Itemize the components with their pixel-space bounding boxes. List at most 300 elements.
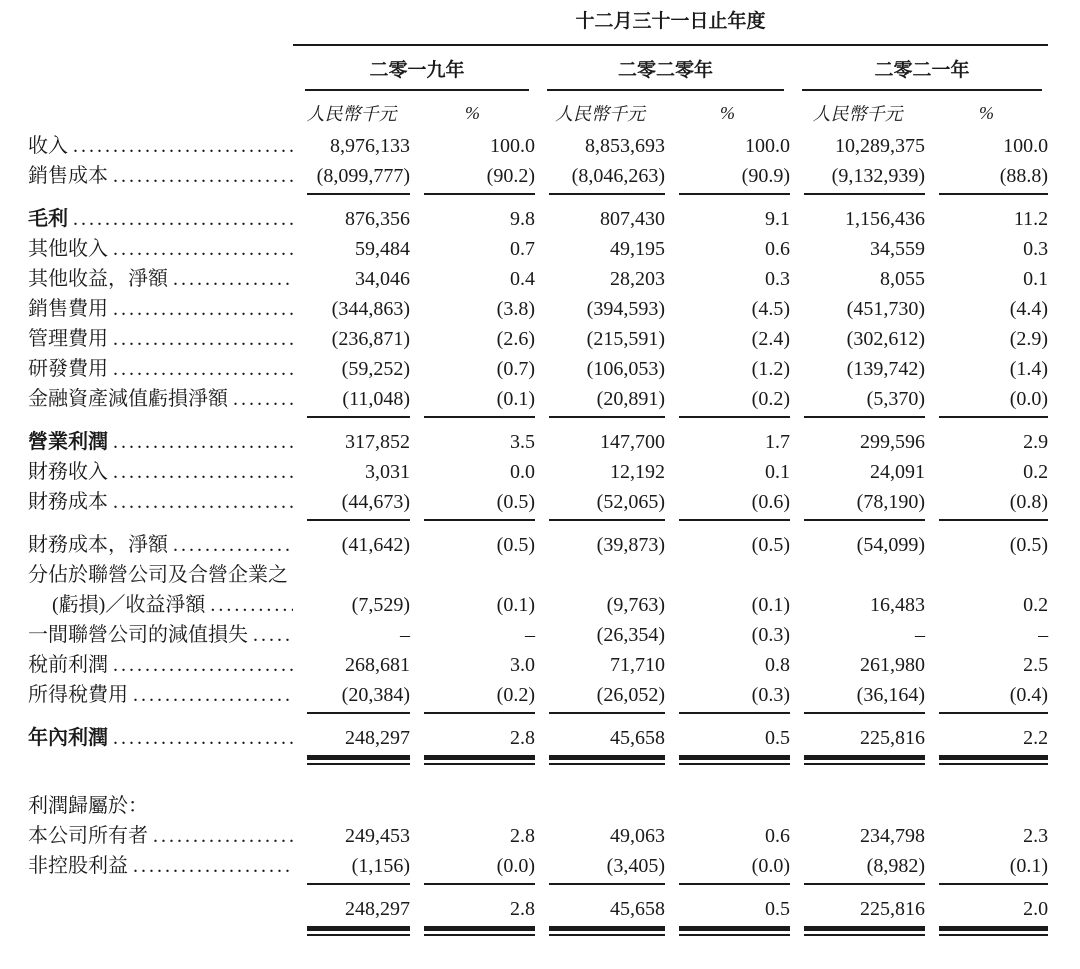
- percent-2019: (90.2): [486, 165, 535, 187]
- table-row: [28, 791, 1048, 821]
- amount-2019: 876,356: [345, 208, 410, 230]
- row-label: 所得稅費用: [28, 684, 128, 706]
- percent-2019: 2.8: [510, 727, 535, 749]
- row-label: 非控股利益: [28, 855, 128, 877]
- separator-rule: [939, 519, 1048, 521]
- percent-2019: [410, 560, 535, 590]
- table-row: [28, 294, 1048, 324]
- amount-2020: (3,405): [606, 855, 665, 877]
- rule-spacer: [28, 517, 293, 530]
- amount-2021: 34,559: [870, 238, 925, 260]
- row-label: 年內利潤: [28, 727, 108, 749]
- header-spacer: [28, 91, 293, 131]
- percent-2020: [665, 791, 790, 821]
- row-label: 研發費用: [28, 358, 108, 380]
- amount-2019: 317,852: [345, 431, 410, 453]
- separator-rule-row: [28, 753, 1048, 791]
- amount-2020: 45,658: [610, 727, 665, 749]
- row-label: 管理費用: [28, 328, 108, 350]
- table-row: [28, 131, 1048, 161]
- row-label-cell: [28, 427, 293, 457]
- percent-2020: 0.5: [765, 727, 790, 749]
- percent-2021: (88.8): [999, 165, 1049, 187]
- subheader-row: [28, 91, 1048, 131]
- separator-rule: [549, 712, 665, 714]
- table-row: [28, 457, 1048, 487]
- row-label-cell: [28, 354, 293, 384]
- percent-2019: (3.8): [496, 298, 535, 320]
- rule-spacer: [28, 414, 293, 427]
- row-label: 利潤歸屬於：: [28, 795, 148, 817]
- percent-2021: 2.3: [1023, 825, 1049, 847]
- amount-2021: 10,289,375: [835, 135, 925, 157]
- row-label-cell: [28, 851, 293, 881]
- amount-2019: (20,384): [341, 684, 410, 706]
- amount-2020: 49,063: [610, 825, 665, 847]
- percent-2020: (2.4): [751, 328, 790, 350]
- dot-leader: [173, 267, 293, 291]
- amount-2019: 249,453: [345, 825, 410, 847]
- amount-2019: (8,099,777): [316, 165, 410, 187]
- percent-2019: (0.5): [496, 491, 535, 513]
- separator-rule: [679, 883, 790, 885]
- amount-2021: 225,816: [860, 898, 925, 920]
- amount-2021: 234,798: [860, 825, 925, 847]
- percent-2020: 1.7: [765, 431, 790, 453]
- amount-2019: (11,048): [342, 388, 410, 410]
- year-header-2019: 二零一九年: [305, 46, 529, 91]
- table-row: [28, 427, 1048, 457]
- percent-2020: 0.6: [765, 238, 790, 260]
- percent-2020: 0.3: [765, 268, 790, 290]
- percent-2021: 0.2: [1023, 594, 1049, 616]
- table-row: [28, 590, 1048, 620]
- percent-header-2019: %: [465, 102, 480, 123]
- amount-2020: (215,591): [586, 328, 665, 350]
- period-title: 十二月三十一日止年度: [293, 0, 1048, 45]
- rule-spacer: [28, 753, 293, 791]
- amount-2021: 299,596: [860, 431, 925, 453]
- percent-2021: 2.2: [1023, 727, 1049, 749]
- row-label-cell: [28, 294, 293, 324]
- percent-2020: (0.3): [751, 684, 790, 706]
- percent-2019: 3.5: [510, 431, 535, 453]
- percent-2019: (2.6): [496, 328, 535, 350]
- separator-rule: [804, 519, 925, 521]
- year-header-2021-cell: [790, 45, 1048, 91]
- percent-2019: (0.7): [496, 358, 535, 380]
- separator-rule: [804, 883, 925, 885]
- row-label: 稅前利潤: [28, 654, 108, 676]
- percent-2021: [925, 560, 1048, 590]
- amount-2019: –: [400, 624, 410, 646]
- percent-2021: 0.3: [1023, 238, 1049, 260]
- amount-2019: (1,156): [351, 855, 410, 877]
- separator-rule: [307, 193, 410, 195]
- separator-rule-row: [28, 710, 1048, 723]
- row-label-cell: [28, 723, 293, 753]
- amount-2020: (394,593): [586, 298, 665, 320]
- row-label-cell: [28, 894, 293, 924]
- dot-leader: [113, 460, 293, 484]
- row-label: (虧損)／收益淨額: [52, 594, 206, 616]
- dot-leader: [113, 430, 293, 454]
- amount-2021: (78,190): [856, 491, 925, 513]
- row-label-cell: [28, 487, 293, 517]
- table-row: [28, 530, 1048, 560]
- amount-2020: 807,430: [600, 208, 665, 230]
- separator-rule: [679, 416, 790, 418]
- amount-2020: (8,046,263): [571, 165, 665, 187]
- percent-2021: (0.8): [1009, 491, 1049, 513]
- income-statement-table: [28, 0, 1048, 945]
- amount-2021: 261,980: [860, 654, 925, 676]
- row-label-cell: [28, 650, 293, 680]
- percent-2021: (1.4): [1009, 358, 1049, 380]
- separator-rule: [549, 755, 665, 765]
- percent-2019: 3.0: [510, 654, 535, 676]
- separator-rule: [307, 755, 410, 765]
- percent-2021: (0.0): [1009, 388, 1049, 410]
- separator-rule: [549, 883, 665, 885]
- separator-rule-row: [28, 414, 1048, 427]
- separator-rule: [424, 416, 535, 418]
- separator-rule: [424, 519, 535, 521]
- amount-2021: 16,483: [870, 594, 925, 616]
- header-spacer: [28, 45, 293, 91]
- row-label: 分佔於聯營公司及合營企業之: [28, 564, 288, 586]
- year-header-2019-cell: [293, 45, 535, 91]
- row-label: 銷售成本: [28, 165, 108, 187]
- separator-rule-row: [28, 881, 1048, 894]
- amount-2020: (9,763): [606, 594, 665, 616]
- rule-spacer: [28, 710, 293, 723]
- percent-2021: 0.1: [1023, 268, 1049, 290]
- percent-2021: (2.9): [1009, 328, 1049, 350]
- separator-rule: [679, 519, 790, 521]
- separator-rule: [939, 755, 1048, 765]
- percent-header-2020: %: [720, 102, 735, 123]
- percent-2019: [410, 791, 535, 821]
- percent-2021: –: [1038, 624, 1049, 646]
- table-row: [28, 264, 1048, 294]
- dot-leader: [113, 726, 293, 750]
- amount-2019: (59,252): [341, 358, 410, 380]
- amount-2020: (26,052): [596, 684, 665, 706]
- amount-2020: [535, 560, 665, 590]
- percent-2020: (4.5): [751, 298, 790, 320]
- table-header: [28, 0, 1048, 131]
- table-row: [28, 894, 1048, 924]
- separator-rule: [804, 712, 925, 714]
- amount-2021: [790, 791, 925, 821]
- dot-leader: [113, 297, 293, 321]
- amount-2019: 34,046: [355, 268, 410, 290]
- percent-2020: (1.2): [751, 358, 790, 380]
- percent-2019: (0.2): [496, 684, 535, 706]
- separator-rule-row: [28, 517, 1048, 530]
- dot-leader: [133, 683, 293, 707]
- amount-2021: 1,156,436: [845, 208, 925, 230]
- amount-2020: 49,195: [610, 238, 665, 260]
- separator-rule: [307, 926, 410, 936]
- percent-2020: (0.1): [751, 594, 790, 616]
- rule-spacer: [28, 881, 293, 894]
- dot-leader: [233, 387, 293, 411]
- amount-2019: 59,484: [355, 238, 410, 260]
- amount-2021: (9,132,939): [831, 165, 925, 187]
- amount-2020: 147,700: [600, 431, 665, 453]
- percent-2020: (0.6): [751, 491, 790, 513]
- amount-2020: (39,873): [596, 534, 665, 556]
- separator-rule: [424, 926, 535, 936]
- percent-2020: (0.2): [751, 388, 790, 410]
- year-headers-row: [28, 45, 1048, 91]
- dot-leader: [133, 854, 293, 878]
- row-label: 其他收入: [28, 238, 108, 260]
- separator-rule: [549, 193, 665, 195]
- period-title-row: [28, 0, 1048, 45]
- amount-2021: 225,816: [860, 727, 925, 749]
- separator-rule: [939, 926, 1048, 936]
- percent-2019: (0.1): [496, 388, 535, 410]
- amount-2019: 8,976,133: [330, 135, 410, 157]
- separator-rule: [939, 416, 1048, 418]
- row-label: 銷售費用: [28, 298, 108, 320]
- row-label-cell: [28, 264, 293, 294]
- percent-2020: 0.5: [765, 898, 790, 920]
- row-label: 財務成本: [28, 491, 108, 513]
- table-row: [28, 384, 1048, 414]
- separator-rule: [679, 712, 790, 714]
- table-row: [28, 650, 1048, 680]
- separator-rule: [679, 926, 790, 936]
- dot-leader: [73, 134, 293, 158]
- amount-2019: [293, 791, 410, 821]
- percent-2019: 2.8: [510, 898, 535, 920]
- amount-2020: 8,853,693: [585, 135, 665, 157]
- separator-rule: [804, 193, 925, 195]
- row-label-cell: [28, 620, 293, 650]
- row-label: 收入: [28, 135, 68, 157]
- separator-rule: [307, 883, 410, 885]
- percent-2020: 0.8: [765, 654, 790, 676]
- percent-2021: (0.4): [1009, 684, 1049, 706]
- dot-leader: [113, 490, 293, 514]
- year-header-2021: 二零二一年: [802, 46, 1042, 91]
- amount-2019: (236,871): [331, 328, 410, 350]
- percent-2021: 2.9: [1023, 431, 1049, 453]
- percent-2021: 2.5: [1023, 654, 1049, 676]
- percent-2019: (0.0): [496, 855, 535, 877]
- separator-rule: [424, 755, 535, 765]
- amount-2021: 24,091: [870, 461, 925, 483]
- row-label-cell: [28, 560, 293, 590]
- row-label: 一間聯營公司的減值損失: [28, 624, 248, 646]
- percent-2019: 2.8: [510, 825, 535, 847]
- amount-2020: 28,203: [610, 268, 665, 290]
- unit-header-2020: 人民幣千元: [555, 104, 645, 124]
- percent-2019: 0.0: [510, 461, 535, 483]
- row-label-cell: [28, 324, 293, 354]
- percent-2019: 9.8: [510, 208, 535, 230]
- amount-2019: (7,529): [351, 594, 410, 616]
- separator-rule: [424, 883, 535, 885]
- percent-2020: (0.5): [751, 534, 790, 556]
- percent-2020: (0.3): [751, 624, 790, 646]
- row-label: 財務收入: [28, 461, 108, 483]
- table-row: [28, 680, 1048, 710]
- amount-2020: [535, 791, 665, 821]
- percent-2020: 100.0: [745, 135, 790, 157]
- row-label: 營業利潤: [28, 431, 108, 453]
- unit-header-2021: 人民幣千元: [812, 104, 903, 124]
- row-label-cell: [28, 161, 293, 191]
- row-label: 本公司所有者: [28, 825, 148, 847]
- amount-2019: (41,642): [341, 534, 410, 556]
- row-label-cell: [28, 791, 293, 821]
- percent-2021: 100.0: [1003, 135, 1049, 157]
- amount-2021: (36,164): [856, 684, 925, 706]
- table-row: [28, 821, 1048, 851]
- percent-2021: (4.4): [1009, 298, 1049, 320]
- percent-2019: 0.4: [510, 268, 535, 290]
- amount-2020: 12,192: [610, 461, 665, 483]
- amount-2021: (139,742): [846, 358, 925, 380]
- percent-2021: [925, 791, 1048, 821]
- separator-rule: [939, 193, 1048, 195]
- row-label: 毛利: [28, 208, 68, 230]
- row-label: 財務成本，淨額: [28, 534, 168, 556]
- table-body: [28, 131, 1048, 945]
- amount-2019: (44,673): [341, 491, 410, 513]
- row-label-cell: [28, 384, 293, 414]
- amount-2020: (26,354): [596, 624, 665, 646]
- table-row: [28, 487, 1048, 517]
- rule-spacer: [28, 924, 293, 945]
- separator-rule: [424, 712, 535, 714]
- amount-2021: (8,982): [866, 855, 925, 877]
- row-label-cell: [28, 530, 293, 560]
- separator-rule: [549, 926, 665, 936]
- amount-2019: 248,297: [345, 898, 410, 920]
- separator-rule: [679, 193, 790, 195]
- row-label: 其他收益，淨額: [28, 268, 168, 290]
- amount-2019: 3,031: [365, 461, 410, 483]
- separator-rule-row: [28, 191, 1048, 204]
- amount-2021: (451,730): [846, 298, 925, 320]
- amount-2021: 8,055: [880, 268, 925, 290]
- dot-leader: [173, 533, 293, 557]
- percent-2020: 0.6: [765, 825, 790, 847]
- dot-leader: [113, 164, 293, 188]
- table-row: [28, 234, 1048, 264]
- amount-2019: 248,297: [345, 727, 410, 749]
- dot-leader: [113, 237, 293, 261]
- separator-rule: [804, 416, 925, 418]
- dot-leader: [253, 623, 293, 647]
- row-label-cell: [28, 821, 293, 851]
- rule-spacer: [28, 191, 293, 204]
- dot-leader: [113, 327, 293, 351]
- table-row: [28, 560, 1048, 590]
- separator-rule: [307, 712, 410, 714]
- percent-2020: (0.0): [751, 855, 790, 877]
- percent-2020: [665, 560, 790, 590]
- row-label-cell: [28, 234, 293, 264]
- table-row: [28, 851, 1048, 881]
- percent-2019: 0.7: [510, 238, 535, 260]
- amount-2019: (344,863): [331, 298, 410, 320]
- dot-leader: [210, 593, 293, 617]
- dot-leader: [113, 357, 293, 381]
- row-label-cell: [28, 204, 293, 234]
- row-label-cell: [28, 590, 293, 620]
- separator-rule: [307, 416, 410, 418]
- dot-leader: [113, 653, 293, 677]
- amount-2020: 71,710: [610, 654, 665, 676]
- table-row: [28, 723, 1048, 753]
- percent-2019: –: [525, 624, 535, 646]
- table-row: [28, 204, 1048, 234]
- separator-rule: [549, 519, 665, 521]
- amount-2021: (54,099): [856, 534, 925, 556]
- amount-2019: [293, 560, 410, 590]
- separator-rule: [549, 416, 665, 418]
- row-label: 金融資產減值虧損淨額: [28, 388, 228, 410]
- year-header-2020: 二零二零年: [547, 46, 784, 91]
- year-header-2020-cell: [535, 45, 790, 91]
- amount-2020: 45,658: [610, 898, 665, 920]
- table-row: [28, 324, 1048, 354]
- percent-2021: (0.1): [1009, 855, 1049, 877]
- amount-2021: [790, 560, 925, 590]
- separator-rule: [804, 926, 925, 936]
- separator-rule: [424, 193, 535, 195]
- percent-2019: 100.0: [490, 135, 535, 157]
- percent-2021: 2.0: [1023, 898, 1049, 920]
- separator-rule: [679, 755, 790, 765]
- amount-2021: –: [915, 624, 925, 646]
- dot-leader: [153, 824, 293, 848]
- row-label-cell: [28, 131, 293, 161]
- table-row: [28, 620, 1048, 650]
- percent-2021: 11.2: [1013, 208, 1049, 230]
- separator-rule: [307, 519, 410, 521]
- separator-rule-row: [28, 924, 1048, 945]
- header-spacer: [28, 0, 293, 45]
- percent-2019: (0.5): [496, 534, 535, 556]
- percent-2021: (0.5): [1009, 534, 1049, 556]
- percent-header-2021: %: [979, 102, 995, 123]
- table-row: [28, 354, 1048, 384]
- row-label-cell: [28, 457, 293, 487]
- unit-header-2019: 人民幣千元: [306, 104, 397, 124]
- separator-rule: [804, 755, 925, 765]
- percent-2019: (0.1): [496, 594, 535, 616]
- amount-2019: 268,681: [345, 654, 410, 676]
- row-label-cell: [28, 680, 293, 710]
- amount-2020: (52,065): [596, 491, 665, 513]
- amount-2020: (106,053): [586, 358, 665, 380]
- amount-2020: (20,891): [596, 388, 665, 410]
- separator-rule: [939, 883, 1048, 885]
- dot-leader: [73, 207, 293, 231]
- percent-2020: 9.1: [765, 208, 790, 230]
- table-row: [28, 161, 1048, 191]
- separator-rule: [939, 712, 1048, 714]
- percent-2020: (90.9): [741, 165, 790, 187]
